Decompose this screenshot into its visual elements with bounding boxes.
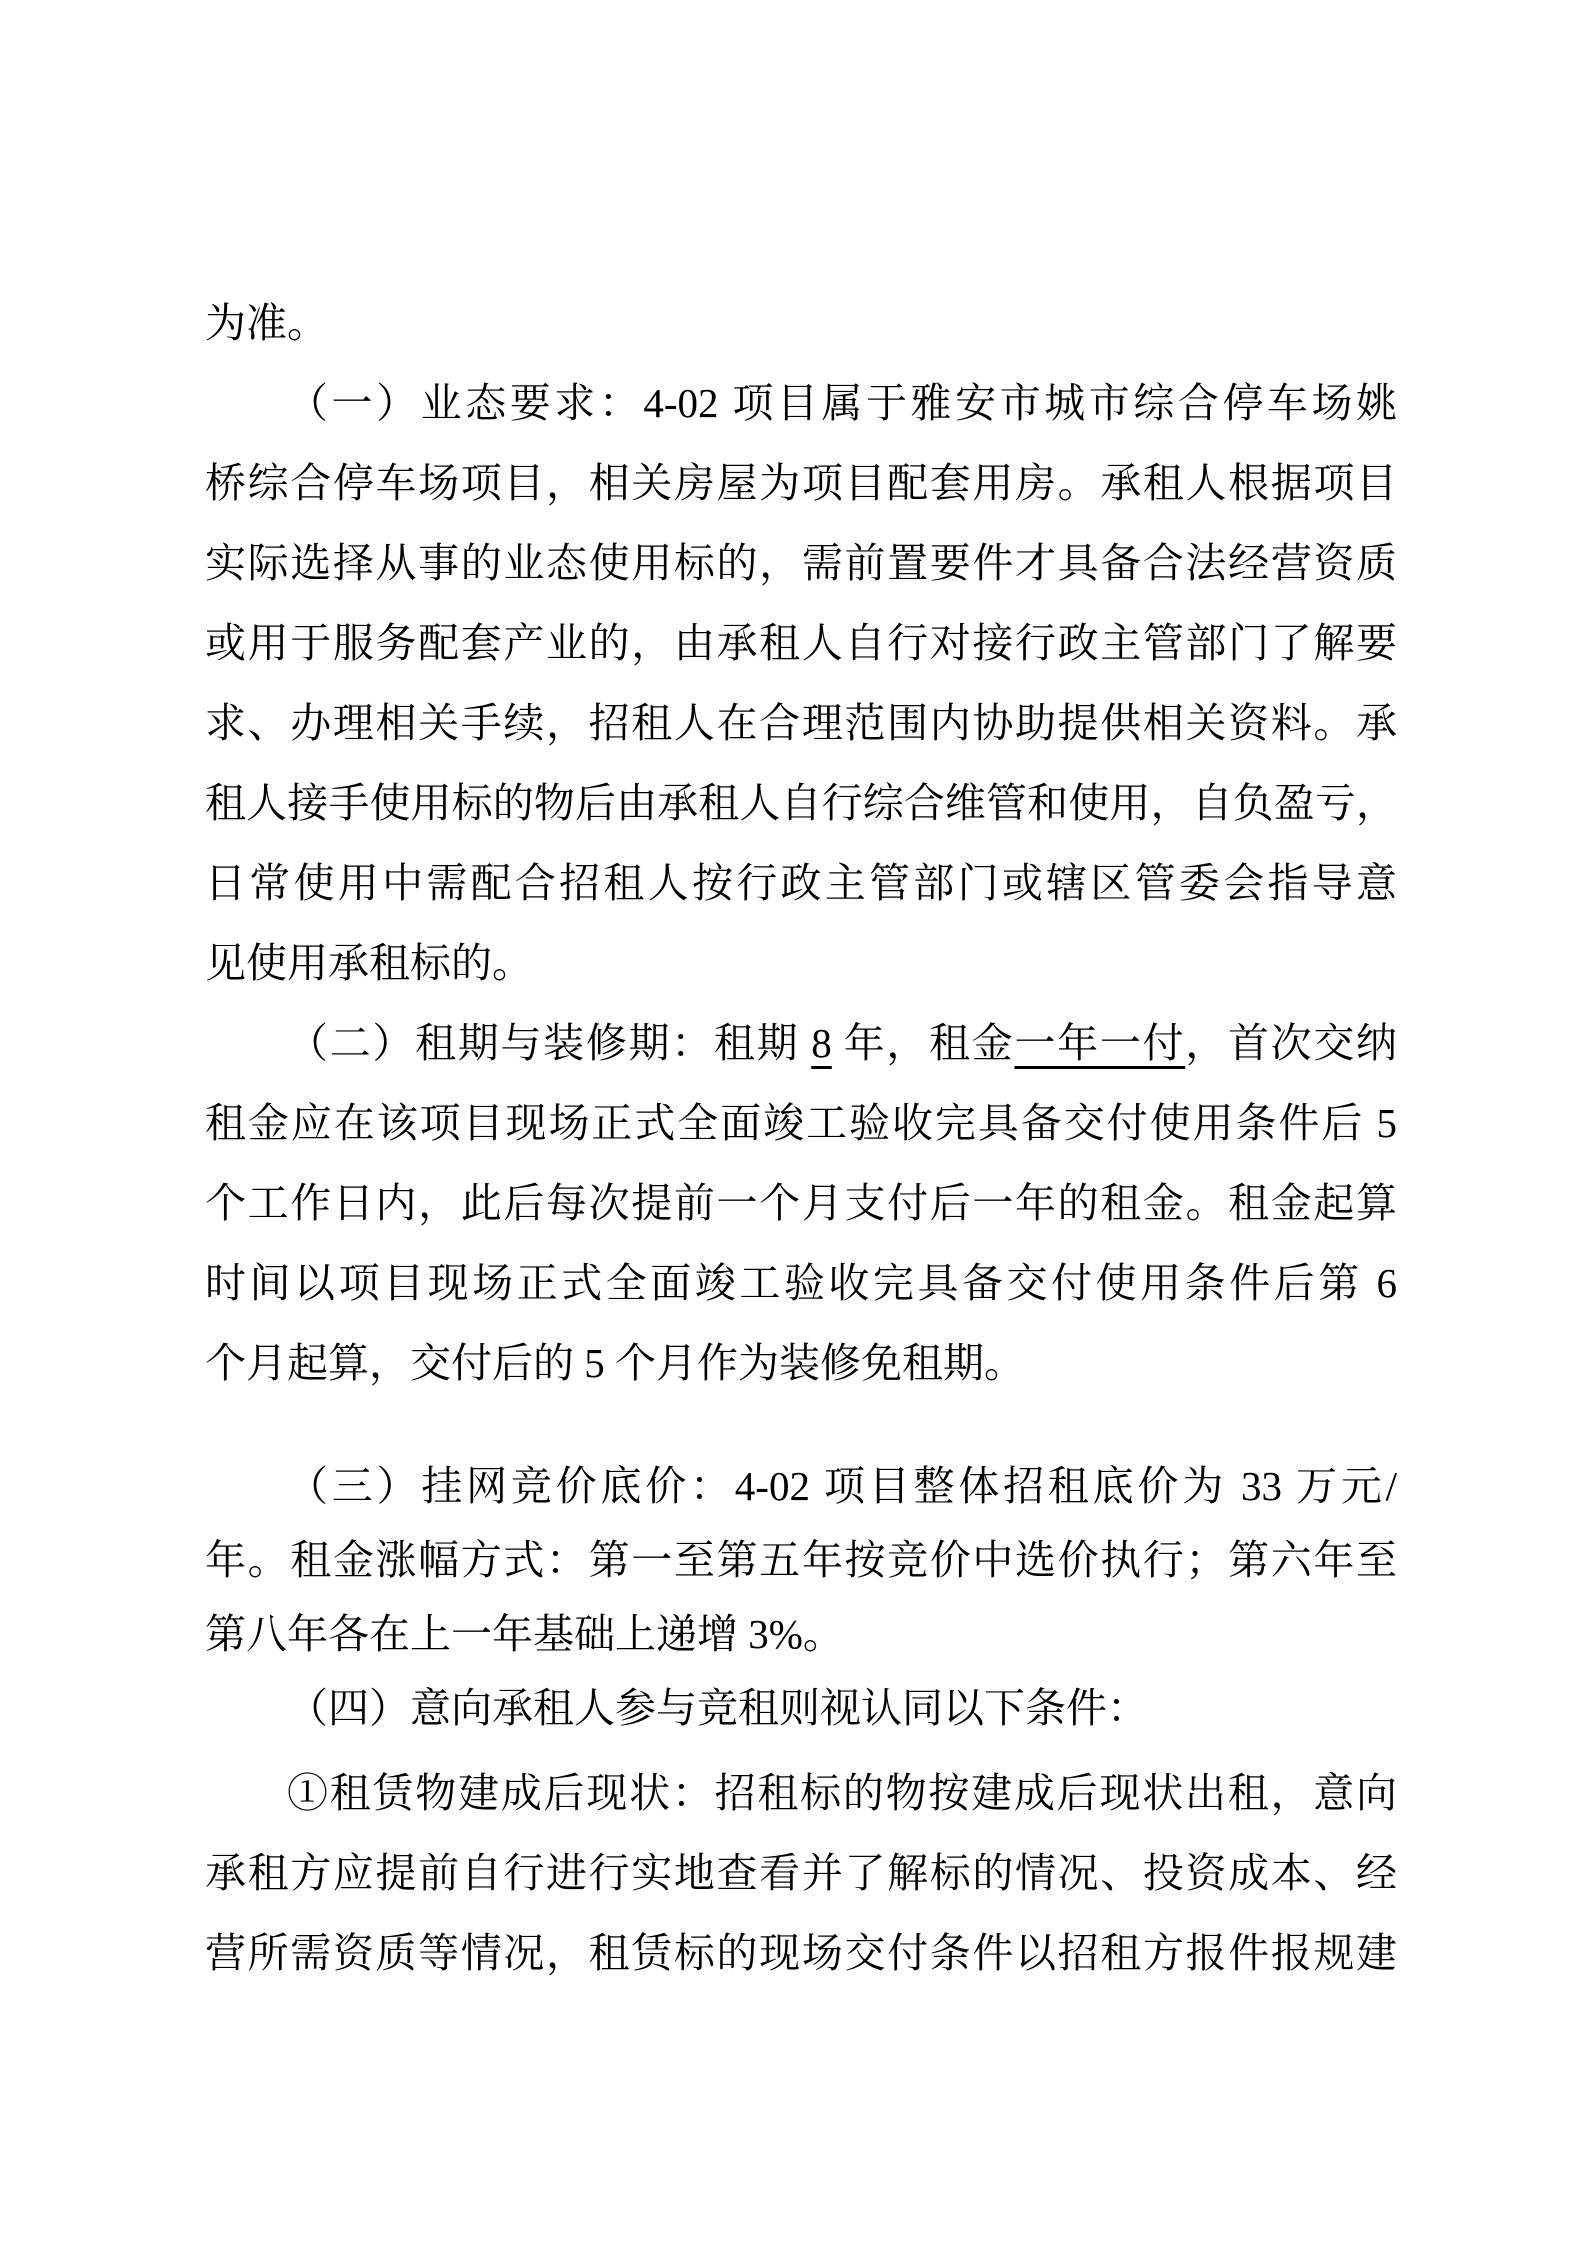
text-line: [205, 443, 1397, 523]
text-line: [205, 1833, 1397, 1913]
text-line: [205, 1523, 1397, 1597]
text-line: [205, 1323, 1397, 1403]
text-line: [205, 523, 1397, 603]
text-line: [205, 283, 1397, 363]
underlined-text-run: 一年一付: [1014, 1020, 1186, 1066]
text-run: 租人接手使用标的物后由承租人自行综合维管和使用，自负盈亏，: [205, 780, 1397, 826]
text-run: 营所需资质等情况，租赁标的现场交付条件以招租方报件报规建: [205, 1930, 1397, 1976]
text-line: [205, 1449, 1397, 1523]
paragraph: [205, 1753, 1397, 1993]
text-line: [205, 1163, 1397, 1243]
text-run: 个月起算，交付后的 5 个月作为装修免租期。: [205, 1340, 1025, 1386]
document-content: [205, 283, 1397, 1993]
text-run: 实际选择从事的业态使用标的，需前置要件才具备合法经营资质: [205, 540, 1397, 586]
text-line: [205, 1003, 1397, 1083]
paragraph: [205, 363, 1397, 1003]
text-line: [205, 1753, 1397, 1833]
text-line: [205, 1243, 1397, 1323]
text-line: [205, 683, 1397, 763]
text-line: [205, 1671, 1397, 1745]
text-line: [205, 603, 1397, 683]
text-run: （一）业态要求：4-02 项目属于雅安市城市综合停车场姚: [287, 380, 1397, 426]
text-run: （三）挂网竞价底价：4-02 项目整体招租底价为 33 万元/: [287, 1463, 1397, 1509]
text-run: 见使用承租标的。: [205, 940, 533, 986]
text-run: 年。租金涨幅方式：第一至第五年按竞价中选价执行；第六年至: [205, 1537, 1397, 1583]
text-line: [205, 843, 1397, 923]
text-run: （二）租期与装修期：租期: [287, 1020, 812, 1066]
text-run: 个工作日内，此后每次提前一个月支付后一年的租金。租金起算: [205, 1180, 1397, 1226]
paragraph: [205, 1449, 1397, 1671]
paragraph: [205, 283, 1397, 363]
underlined-text-run: 8: [811, 1020, 832, 1066]
text-run: ，首次交纳: [1185, 1020, 1398, 1066]
text-line: [205, 923, 1397, 1003]
text-run: 日常使用中需配合招租人按行政主管部门或辖区管委会指导意: [205, 860, 1397, 906]
paragraph: [205, 1671, 1397, 1745]
text-run: 为准。: [205, 300, 328, 346]
text-line: [205, 363, 1397, 443]
paragraph: [205, 1003, 1397, 1403]
text-run: 租金应在该项目现场正式全面竣工验收完具备交付使用条件后 5: [205, 1100, 1397, 1146]
text-run: 时间以项目现场正式全面竣工验收完具备交付使用条件后第 6: [205, 1260, 1397, 1306]
text-run: 第八年各在上一年基础上递增 3%。: [205, 1611, 844, 1657]
text-run: 桥综合停车场项目，相关房屋为项目配套用房。承租人根据项目: [205, 460, 1397, 506]
text-line: [205, 1913, 1397, 1993]
text-line: [205, 1597, 1397, 1671]
text-line: [205, 763, 1397, 843]
text-run: 承租方应提前自行进行实地查看并了解标的情况、投资成本、经: [205, 1850, 1397, 1896]
text-line: [205, 1083, 1397, 1163]
text-run: ①租赁物建成后现状：招租标的物按建成后现状出租，意向: [287, 1770, 1397, 1816]
text-run: 年，租金: [831, 1020, 1015, 1066]
text-run: 或用于服务配套产业的，由承租人自行对接行政主管部门了解要: [205, 620, 1397, 666]
text-run: （四）意向承租人参与竞租则视认同以下条件：: [287, 1685, 1148, 1731]
text-run: 求、办理相关手续，招租人在合理范围内协助提供相关资料。承: [205, 700, 1397, 746]
